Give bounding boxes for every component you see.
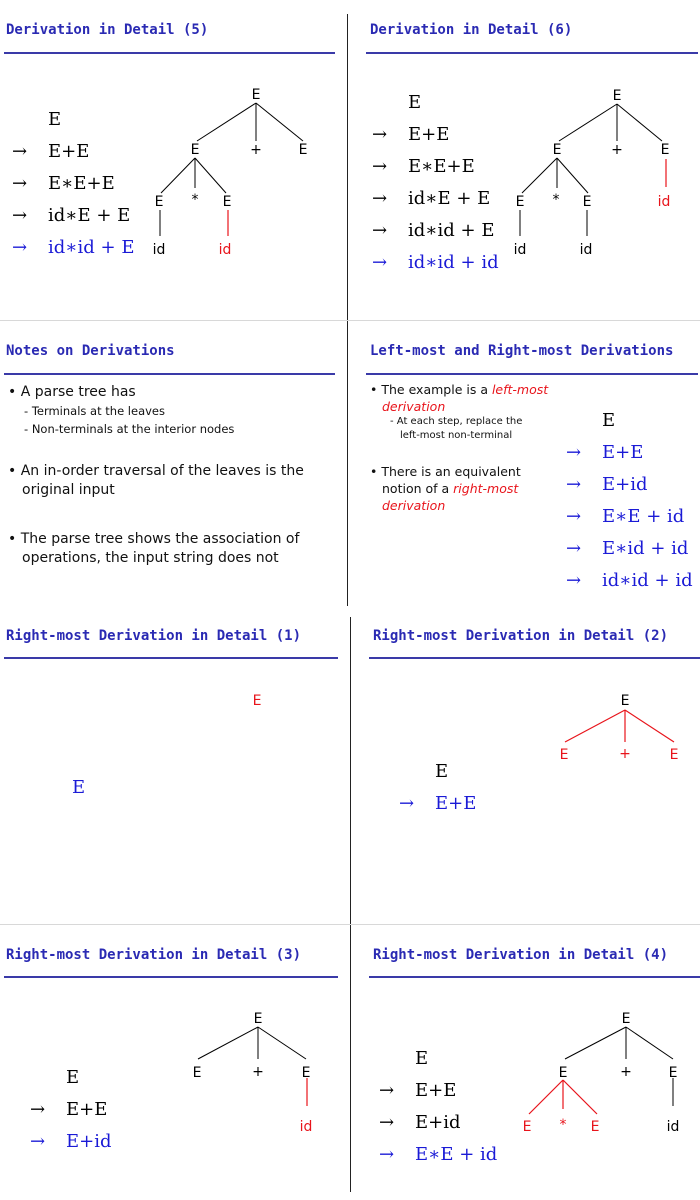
slide-title: Left-most and Right-most Derivations <box>370 343 674 359</box>
derivation-step: E <box>602 410 616 431</box>
bullet-item: • An in-order traversal of the leaves is the <box>8 463 304 479</box>
derivation-steps <box>72 772 85 804</box>
bullet-item-continued: derivation <box>382 399 446 414</box>
derivation-steps <box>566 405 693 597</box>
tree-node: E <box>660 142 670 158</box>
title-rule <box>4 373 335 375</box>
sub-bullet-item: - At each step, replace the <box>390 416 523 427</box>
tree-node: E <box>582 194 592 210</box>
derivation-steps <box>399 756 476 820</box>
sub-bullet-item-continued: left-most non-terminal <box>400 430 513 441</box>
derivation-step: → E∗E+E <box>372 156 475 177</box>
derivation-step: → E∗id + id <box>566 538 689 559</box>
derivation-step: E <box>66 1067 80 1088</box>
tree-leaf: id <box>152 242 166 258</box>
slide-rightmost-3 <box>0 925 350 1200</box>
tree-leaf: id <box>666 1119 680 1135</box>
derivation-step: → E+E <box>372 124 450 145</box>
tree-node: E <box>190 142 200 158</box>
tree-node-new: * <box>559 1117 567 1133</box>
slide-title: Right-most Derivation in Detail (2) <box>373 628 669 644</box>
derivation-step-current: → id∗id + E <box>12 237 135 258</box>
bullet-item-continued: derivation <box>382 498 446 513</box>
tree-leaf: id <box>579 242 593 258</box>
parse-tree <box>348 0 700 320</box>
sub-bullet-item: - Terminals at the leaves <box>24 404 165 418</box>
tree-node: E <box>298 142 308 158</box>
derivation-step: → E+E <box>379 1080 457 1101</box>
slide-rightmost-2 <box>351 606 700 924</box>
tree-leaf-new: id <box>218 242 232 258</box>
slide-title: Right-most Derivation in Detail (3) <box>6 947 302 963</box>
tree-node: + <box>250 142 262 158</box>
tree-leaf: id <box>513 242 527 258</box>
derivation-step: E <box>435 761 449 782</box>
slide-derivation-6 <box>348 0 700 320</box>
tree-node-new: + <box>619 746 631 762</box>
slide-title: Derivation in Detail (5) <box>6 22 209 38</box>
tree-node: + <box>252 1064 264 1080</box>
derivation-step: → id∗id + E <box>372 220 495 241</box>
tree-node: * <box>191 192 199 208</box>
tree-node: + <box>611 142 623 158</box>
derivation-step: → id∗id + id <box>566 570 693 591</box>
parse-tree <box>0 0 347 320</box>
tree-node: E <box>552 142 562 158</box>
slide-title: Right-most Derivation in Detail (4) <box>373 947 669 963</box>
tree-node-new: E <box>522 1119 532 1135</box>
derivation-step: → E∗E + id <box>566 506 685 527</box>
derivation-step: → id∗E + E <box>372 188 491 209</box>
derivation-step: → id∗E + E <box>12 205 131 226</box>
tree-node: + <box>620 1064 632 1080</box>
derivation-step: → E+id <box>379 1112 461 1133</box>
tree-node: E <box>301 1065 311 1081</box>
derivation-step-current: E <box>72 777 86 798</box>
slide-derivation-5 <box>0 0 347 320</box>
bullet-item-continued: original input <box>22 482 115 498</box>
derivation-step: → E+E <box>12 141 90 162</box>
slide-notes-on-derivations <box>0 321 347 606</box>
tree-node: E <box>251 87 261 103</box>
derivation-step-current: → id∗id + id <box>372 252 499 273</box>
tree-leaf-new: id <box>657 194 671 210</box>
tree-node-new: E <box>669 747 679 763</box>
derivation-step-current: → E∗E + id <box>379 1144 498 1165</box>
tree-node: * <box>552 192 560 208</box>
derivation-step: → E+id <box>566 474 648 495</box>
tree-leaf-new: id <box>299 1119 313 1135</box>
slide-rightmost-1 <box>0 606 350 924</box>
tree-node: E <box>668 1065 678 1081</box>
tree-node-new: E <box>559 747 569 763</box>
derivation-step-current: → E+E <box>399 793 477 814</box>
bullet-item: • A parse tree has <box>8 384 136 400</box>
tree-node-new: E <box>252 693 262 709</box>
derivation-step-current: → E+id <box>30 1131 112 1152</box>
tree-node: E <box>253 1011 263 1027</box>
derivation-step: E <box>415 1048 429 1069</box>
derivation-step: → E+E <box>566 442 644 463</box>
tree-node: E <box>192 1065 202 1081</box>
bullet-list <box>8 383 343 568</box>
bullet-item: • There is an equivalent <box>370 464 521 479</box>
tree-node: E <box>621 1011 631 1027</box>
tree-node-new: E <box>590 1119 600 1135</box>
slide-title: Right-most Derivation in Detail (1) <box>6 628 302 644</box>
tree-node: E <box>515 194 525 210</box>
slide-rightmost-4 <box>351 925 700 1200</box>
bullet-list <box>370 381 550 514</box>
slide-title: Notes on Derivations <box>6 343 175 359</box>
derivation-step: → E+E <box>30 1099 108 1120</box>
derivation-step: E <box>408 92 422 113</box>
slide-left-right-most <box>348 321 700 606</box>
bullet-item: • The example is a left-most <box>370 382 549 397</box>
tree-node: E <box>620 693 630 709</box>
bullet-item: • The parse tree shows the association of <box>8 531 300 547</box>
derivation-steps <box>379 1043 497 1171</box>
tree-node: E <box>612 88 622 104</box>
tree-node: E <box>222 194 232 210</box>
slide-title: Derivation in Detail (6) <box>370 22 573 38</box>
title-rule <box>366 373 698 375</box>
tree-node: E <box>154 194 164 210</box>
bullet-item-continued: operations, the input string does not <box>22 550 279 566</box>
derivation-steps <box>30 1062 112 1158</box>
tree-node: E <box>558 1065 568 1081</box>
derivation-step: → E∗E+E <box>12 173 115 194</box>
bullet-item-continued: notion of a right-most <box>382 481 519 496</box>
sub-bullet-item: - Non-terminals at the interior nodes <box>24 422 235 436</box>
parse-tree <box>0 606 350 924</box>
derivation-step: E <box>48 109 62 130</box>
